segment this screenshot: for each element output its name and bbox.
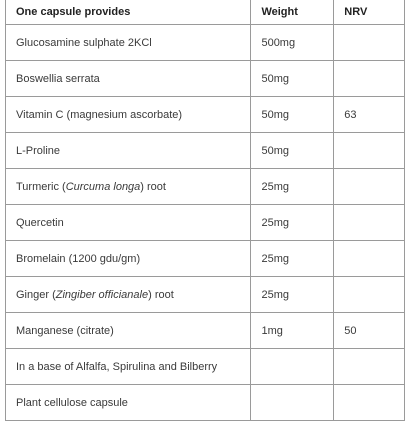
table-row <box>6 313 405 349</box>
weight-cell: 50mg <box>251 61 334 97</box>
nrv-cell <box>334 133 405 169</box>
nrv-cell <box>334 205 405 241</box>
ingredient-name: Plant cellulose capsule <box>16 396 128 409</box>
header-weight: Weight <box>251 0 334 25</box>
table-row <box>6 61 405 97</box>
ingredient-latin-name: Zingiber officianale <box>55 288 149 301</box>
ingredient-cell <box>6 169 251 205</box>
ingredient-cell <box>6 385 251 421</box>
ingredient-latin-name: Curcuma longa <box>65 180 141 193</box>
table-row <box>6 385 405 421</box>
header-ingredient: One capsule provides <box>6 0 251 25</box>
ingredient-cell <box>6 61 251 97</box>
weight-cell: 25mg <box>251 241 334 277</box>
ingredient-name-suffix: ) root <box>148 288 174 301</box>
weight-cell: 500mg <box>251 25 334 61</box>
ingredient-cell <box>6 97 251 133</box>
weight-cell: 1mg <box>251 313 334 349</box>
nrv-cell <box>334 241 405 277</box>
table-header-row <box>6 0 405 25</box>
ingredient-cell <box>6 25 251 61</box>
weight-cell: 50mg <box>251 133 334 169</box>
ingredient-cell <box>6 313 251 349</box>
table-row <box>6 349 405 385</box>
nutrition-table <box>5 0 405 421</box>
ingredient-name: Vitamin C (magnesium ascorbate) <box>16 108 183 121</box>
ingredient-cell <box>6 133 251 169</box>
ingredient-name: Glucosamine sulphate 2KCl <box>16 36 152 49</box>
ingredient-cell <box>6 241 251 277</box>
weight-cell: 50mg <box>251 97 334 133</box>
ingredient-name: Turmeric ( <box>16 180 66 193</box>
weight-cell: 25mg <box>251 277 334 313</box>
nrv-cell: 63 <box>334 97 405 133</box>
table-row <box>6 169 405 205</box>
ingredient-name: Ginger ( <box>16 288 56 301</box>
ingredient-cell <box>6 277 251 313</box>
nrv-cell <box>334 169 405 205</box>
nrv-cell <box>334 385 405 421</box>
ingredient-name: Boswellia serrata <box>16 72 100 85</box>
nrv-cell <box>334 25 405 61</box>
ingredient-name-suffix: ) root <box>140 180 166 193</box>
weight-cell <box>251 385 334 421</box>
table-row <box>6 277 405 313</box>
table-row <box>6 25 405 61</box>
table-row <box>6 205 405 241</box>
ingredient-name: Bromelain (1200 gdu/gm) <box>16 252 141 265</box>
ingredient-cell <box>6 349 251 385</box>
nrv-cell <box>334 349 405 385</box>
weight-cell <box>251 349 334 385</box>
weight-cell: 25mg <box>251 169 334 205</box>
ingredient-cell <box>6 205 251 241</box>
ingredient-name: Manganese (citrate) <box>16 324 114 337</box>
table-row <box>6 133 405 169</box>
nrv-cell <box>334 277 405 313</box>
table-row <box>6 241 405 277</box>
table-row <box>6 97 405 133</box>
ingredient-name: In a base of Alfalfa, Spirulina and Bilberry <box>16 360 218 373</box>
ingredient-name: L-Proline <box>16 144 61 157</box>
nrv-cell <box>334 61 405 97</box>
ingredient-name: Quercetin <box>16 216 64 229</box>
weight-cell: 25mg <box>251 205 334 241</box>
nrv-cell: 50 <box>334 313 405 349</box>
header-nrv: NRV <box>334 0 405 25</box>
